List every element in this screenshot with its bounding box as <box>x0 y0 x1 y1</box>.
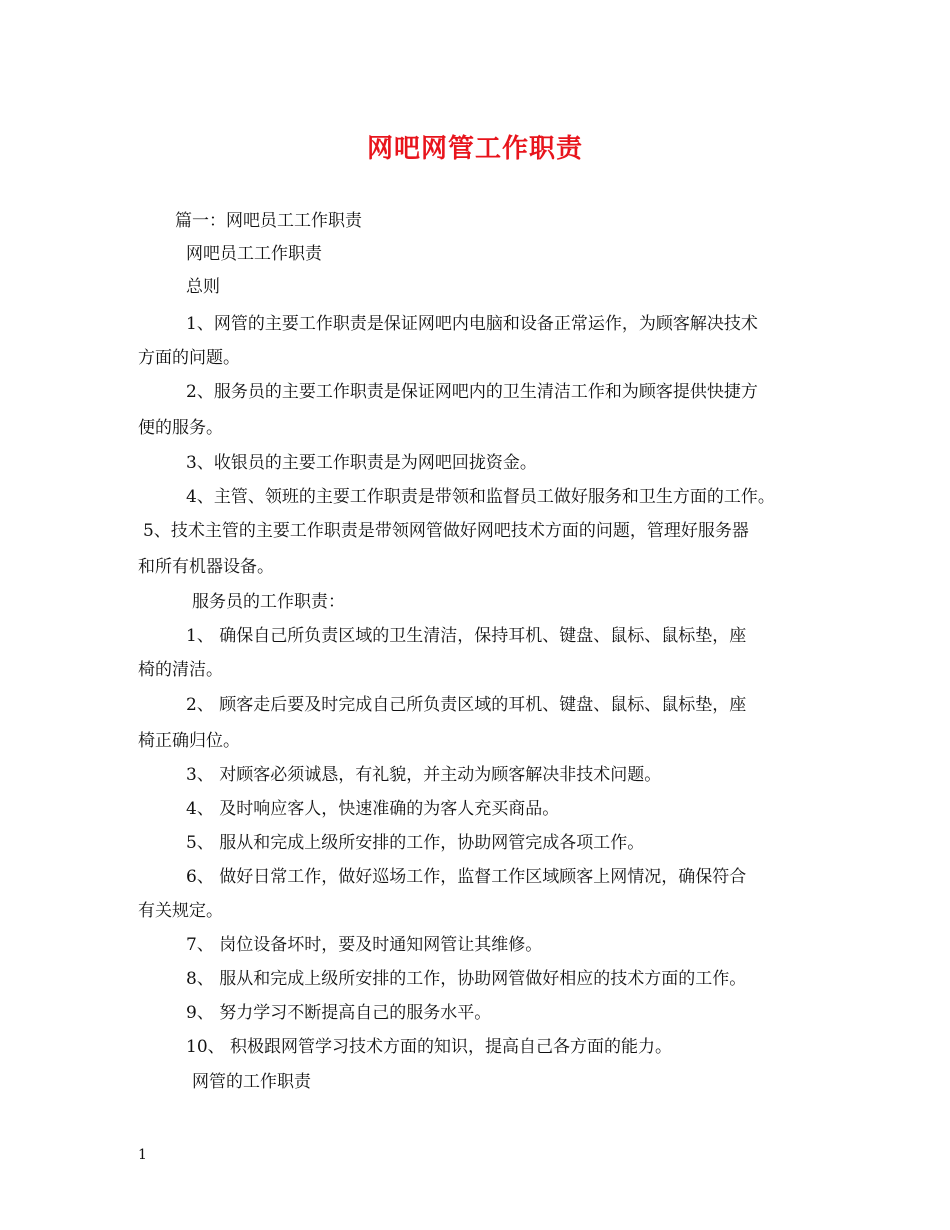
page-number: 1 <box>138 1147 147 1163</box>
list-item-line: 4、 及时响应客人，快速准确的为客人充买商品。 <box>186 799 560 819</box>
list-item-line: 2、 顾客走后要及时完成自己所负责区域的耳机、键盘、鼠标、鼠标垫，座 <box>186 695 747 715</box>
subsection-heading: 网管的工作职责 <box>192 1072 311 1092</box>
list-item-line: 1、 确保自己所负责区域的卫生清洁，保持耳机、键盘、鼠标、鼠标垫，座 <box>186 626 747 646</box>
paragraph-line: 5、技术主管的主要工作职责是带领网管做好网吧技术方面的问题，管理好服务器 <box>143 521 749 541</box>
paragraph-line: 和所有机器设备。 <box>138 557 274 577</box>
list-item-line: 10、 积极跟网管学习技术方面的知识，提高自己各方面的能力。 <box>186 1037 673 1057</box>
paragraph-line: 便的服务。 <box>138 418 223 438</box>
list-item-line: 9、 努力学习不断提高自己的服务水平。 <box>186 1003 492 1023</box>
list-item-line: 有关规定。 <box>138 901 223 921</box>
section-heading: 篇一：网吧员工工作职责 <box>175 211 362 231</box>
paragraph-line: 方面的问题。 <box>138 348 240 368</box>
subsection-heading: 总则 <box>186 277 220 297</box>
subsection-heading: 网吧员工工作职责 <box>186 244 322 264</box>
list-item-line: 3、 对顾客必须诚恳，有礼貌，并主动为顾客解决非技术问题。 <box>186 765 662 785</box>
list-item-line: 椅的清洁。 <box>138 660 223 680</box>
list-item-line: 椅正确归位。 <box>138 731 240 751</box>
paragraph-line: 1、网管的主要工作职责是保证网吧内电脑和设备正常运作，为顾客解决技术 <box>186 314 758 334</box>
document-title: 网吧网管工作职责 <box>366 134 583 164</box>
subsection-heading: 服务员的工作职责： <box>192 592 345 612</box>
list-item-line: 8、 服从和完成上级所安排的工作，协助网管做好相应的技术方面的工作。 <box>186 969 747 989</box>
list-item-line: 6、 做好日常工作，做好巡场工作，监督工作区域顾客上网情况，确保符合 <box>186 867 747 887</box>
list-item-line: 5、 服从和完成上级所安排的工作，协助网管完成各项工作。 <box>186 833 645 853</box>
paragraph-line: 3、收银员的主要工作职责是为网吧回拢资金。 <box>186 453 537 473</box>
paragraph-line: 4、主管、领班的主要工作职责是带领和监督员工做好服务和卫生方面的工作。 <box>186 487 775 507</box>
list-item-line: 7、 岗位设备坏时，要及时通知网管让其维修。 <box>186 935 543 955</box>
paragraph-line: 2、服务员的主要工作职责是保证网吧内的卫生清洁工作和为顾客提供快捷方 <box>186 382 758 402</box>
